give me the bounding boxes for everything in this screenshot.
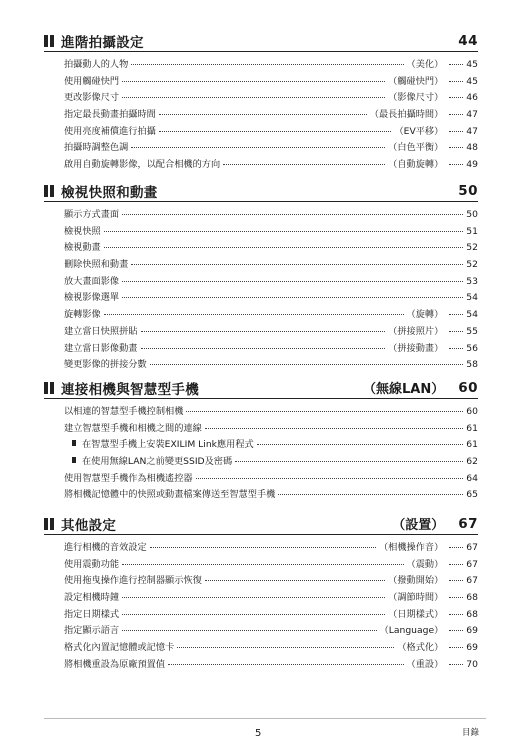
section-marker-icon	[44, 35, 54, 47]
entry-setting-name: （相機操作音）	[378, 542, 444, 553]
entry-page-number: 70	[466, 658, 478, 670]
section-header[interactable]	[44, 377, 478, 399]
entry-title: 檢視快照	[64, 225, 101, 237]
section-title: 連接相機與智慧型手機	[61, 381, 199, 398]
dot-leader	[449, 331, 463, 332]
dot-leader	[449, 564, 463, 565]
entry-page-number: 67	[466, 558, 478, 570]
entry-setting-name: （重設）	[406, 658, 444, 670]
entry-setting-name: （Language）	[379, 625, 444, 637]
dot-leader	[196, 478, 464, 479]
entry-title: 拍攝時調整色調	[64, 142, 129, 154]
section-marker-icon	[44, 185, 54, 197]
entry-title: 旋轉影像	[64, 309, 101, 321]
entry-page-number: 67	[466, 542, 478, 553]
entry-page-number: 45	[466, 75, 478, 87]
dot-leader	[177, 647, 394, 648]
entry-page-number: 58	[466, 359, 478, 371]
entry-page-number: 47	[466, 125, 478, 137]
section-page-number: 67	[458, 515, 478, 532]
entry-page-number: 69	[466, 625, 478, 637]
dot-leader	[235, 461, 463, 462]
toc-entry[interactable]	[64, 289, 478, 306]
entry-page-number: 61	[466, 439, 478, 451]
dot-leader	[449, 147, 463, 148]
section-header[interactable]	[44, 180, 478, 202]
dot-leader	[122, 214, 463, 215]
entry-page-number: 47	[466, 109, 478, 121]
toc-entry[interactable]	[64, 403, 478, 420]
toc-entry-list	[44, 399, 478, 503]
dot-leader	[449, 64, 463, 65]
entry-title: 指定日期樣式	[64, 608, 120, 620]
entry-title: 使用智慧型手機作為相機遙控器	[64, 472, 193, 484]
section-page-number: 50	[458, 182, 478, 199]
toc-entry-list	[44, 202, 478, 373]
dot-leader	[122, 564, 403, 565]
section-subtitle: （設置）	[392, 518, 445, 533]
toc-entry[interactable]	[64, 73, 478, 90]
entry-setting-name: （白色平衡）	[388, 142, 444, 154]
toc-entry[interactable]	[64, 139, 478, 156]
section-page-number: 60	[458, 379, 478, 396]
entry-page-number: 67	[466, 575, 478, 587]
entry-title: 更改影像尺寸	[64, 92, 120, 104]
entry-page-number: 52	[466, 242, 478, 254]
dot-leader	[223, 164, 385, 165]
dot-leader	[449, 547, 463, 548]
entry-title: 在智慧型手機上安裝EXILIM Link應用程式	[82, 439, 254, 451]
dot-leader	[449, 348, 463, 349]
entry-setting-name: （拼接動畫）	[388, 342, 444, 354]
entry-title: 使用觸碰快門	[64, 75, 120, 87]
entry-title: 以相連的智慧型手機控制相機	[64, 406, 184, 417]
entry-title: 顯示方式畫面	[64, 209, 120, 220]
toc-entry[interactable]	[64, 306, 478, 323]
entry-page-number: 55	[466, 325, 478, 337]
toc-entry[interactable]	[64, 656, 478, 673]
entry-page-number: 50	[466, 209, 478, 220]
toc-entry[interactable]	[64, 622, 478, 639]
entry-title: 建立當日快照拼貼	[64, 325, 138, 337]
toc-entry[interactable]	[64, 340, 478, 357]
dot-leader	[122, 81, 385, 82]
section-marker-icon	[44, 382, 54, 394]
entry-setting-name: （撥動開始）	[388, 575, 444, 587]
dot-leader	[150, 364, 464, 365]
bullet-icon	[72, 440, 76, 446]
section-subtitle: （無線LAN）	[362, 382, 445, 397]
entry-title: 進行相機的音效設定	[64, 542, 147, 553]
dot-leader	[168, 664, 403, 665]
section-title: 進階拍攝設定	[61, 34, 144, 51]
dot-leader	[141, 331, 386, 332]
entry-title: 指定顯示語言	[64, 625, 120, 637]
toc-entry[interactable]	[64, 589, 478, 606]
toc-subentry[interactable]	[64, 453, 478, 470]
entry-title: 檢視影像選單	[64, 292, 120, 304]
entry-setting-name: （影像尺寸）	[388, 92, 444, 104]
entry-setting-name: （震動）	[406, 558, 444, 570]
dot-leader	[122, 597, 385, 598]
dot-leader	[205, 580, 385, 581]
entry-page-number: 60	[466, 406, 478, 417]
entry-page-number: 45	[466, 59, 478, 70]
entry-page-number: 62	[466, 456, 478, 468]
dot-leader	[131, 64, 403, 65]
entry-page-number: 51	[466, 225, 478, 237]
entry-title: 設定相機時鐘	[64, 592, 120, 604]
toc-entry[interactable]	[64, 56, 478, 73]
toc-section	[44, 180, 478, 373]
entry-title: 建立智慧型手機和相機之間的連線	[64, 422, 202, 434]
toc-entry[interactable]	[64, 556, 478, 573]
toc-section	[44, 513, 478, 673]
dot-leader	[150, 547, 376, 548]
dot-leader	[449, 664, 463, 665]
entry-page-number: 54	[466, 309, 478, 321]
entry-setting-name: （日期樣式）	[388, 608, 444, 620]
entry-setting-name: （格式化）	[397, 642, 444, 654]
toc-entry[interactable]	[64, 639, 478, 656]
section-title: 其他設定	[61, 517, 117, 534]
entry-page-number: 69	[466, 642, 478, 654]
toc-entry[interactable]	[64, 572, 478, 589]
footer-label: 目錄	[462, 728, 480, 738]
entry-title: 變更影像的拼接分數	[64, 359, 147, 371]
entry-title: 指定最長動畫拍攝時間	[64, 109, 156, 121]
entry-title: 在使用無線LAN之前變更SSID及密碼	[82, 456, 233, 468]
dot-leader	[205, 428, 463, 429]
entry-setting-name: （拼接照片）	[388, 325, 444, 337]
toc-entry[interactable]	[64, 606, 478, 623]
dot-leader	[131, 264, 463, 265]
toc-section	[44, 377, 478, 503]
entry-title: 放大畫面影像	[64, 275, 120, 287]
entry-title: 使用亮度補償進行拍攝	[64, 125, 156, 137]
dot-leader	[122, 281, 463, 282]
toc-entry[interactable]	[64, 89, 478, 106]
entry-title: 格式化內置記憶體或記憶卡	[64, 642, 175, 654]
dot-leader	[141, 348, 386, 349]
toc-entry[interactable]	[64, 539, 478, 556]
dot-leader	[122, 614, 385, 615]
entry-title: 使用震動功能	[64, 558, 120, 570]
toc-entry[interactable]	[64, 486, 478, 503]
dot-leader	[449, 81, 463, 82]
toc-entry[interactable]	[64, 470, 478, 487]
section-marker-icon	[44, 518, 54, 530]
footer-divider	[44, 718, 486, 719]
entry-title: 檢視動畫	[64, 242, 101, 254]
section-title: 檢視快照和動畫	[61, 184, 158, 201]
entry-setting-name: （美化）	[406, 59, 444, 70]
toc-subentry[interactable]	[64, 436, 478, 453]
section-header[interactable]	[44, 30, 478, 52]
entry-page-number: 68	[466, 608, 478, 620]
page-number: 5	[255, 728, 262, 739]
entry-page-number: 68	[466, 592, 478, 604]
toc-entry[interactable]	[64, 323, 478, 340]
dot-leader	[449, 314, 463, 315]
dot-leader	[122, 630, 376, 631]
entry-setting-name: （旋轉）	[406, 309, 444, 321]
entry-title: 建立當日影像動畫	[64, 342, 138, 354]
toc-entry[interactable]	[64, 123, 478, 140]
dot-leader	[449, 97, 463, 98]
toc-entry-list	[44, 535, 478, 673]
entry-title: 使用拖曳操作進行控制器顯示恢復	[64, 575, 202, 587]
entry-setting-name: （最長拍攝時間）	[369, 109, 444, 121]
entry-page-number: 54	[466, 292, 478, 304]
dot-leader	[104, 231, 464, 232]
toc-entry[interactable]	[64, 356, 478, 373]
entry-page-number: 52	[466, 259, 478, 271]
dot-leader	[449, 164, 463, 165]
toc-entry[interactable]	[64, 156, 478, 173]
entry-title: 拍攝動人的人物	[64, 59, 129, 70]
entry-setting-name: （調節時間）	[388, 592, 444, 604]
entry-page-number: 65	[466, 489, 478, 501]
entry-page-number: 56	[466, 342, 478, 354]
dot-leader	[449, 597, 463, 598]
toc-entry[interactable]	[64, 206, 478, 223]
dot-leader	[131, 147, 385, 148]
entry-page-number: 64	[466, 472, 478, 484]
dot-leader	[122, 297, 463, 298]
toc-entry-list	[44, 52, 478, 173]
dot-leader	[122, 97, 385, 98]
dot-leader	[449, 614, 463, 615]
toc-entry[interactable]	[64, 223, 478, 240]
toc-section	[44, 30, 478, 173]
dot-leader	[449, 131, 463, 132]
entry-setting-name: （自動旋轉）	[388, 159, 444, 171]
dot-leader	[449, 647, 463, 648]
dot-leader	[257, 444, 464, 445]
section-header[interactable]	[44, 513, 478, 535]
entry-page-number: 61	[466, 422, 478, 434]
dot-leader	[159, 131, 392, 132]
toc-entry[interactable]	[64, 239, 478, 256]
toc-entry[interactable]	[64, 420, 478, 437]
entry-setting-name: （EV平移）	[394, 125, 444, 137]
entry-page-number: 53	[466, 275, 478, 287]
dot-leader	[449, 630, 463, 631]
toc-entry[interactable]	[64, 106, 478, 123]
bullet-icon	[72, 457, 76, 463]
entry-setting-name: （觸碰快門）	[388, 75, 444, 87]
dot-leader	[278, 494, 463, 495]
dot-leader	[104, 314, 404, 315]
toc-entry[interactable]	[64, 256, 478, 273]
entry-title: 將相機重設為原廠預置值	[64, 658, 166, 670]
dot-leader	[186, 411, 463, 412]
dot-leader	[159, 114, 367, 115]
dot-leader	[449, 114, 463, 115]
section-page-number: 44	[458, 32, 478, 49]
dot-leader	[104, 247, 464, 248]
entry-title: 刪除快照和動畫	[64, 259, 129, 271]
entry-page-number: 48	[466, 142, 478, 154]
toc-entry[interactable]	[64, 273, 478, 290]
entry-title: 將相機記憶體中的快照或動畫檔案傳送至智慧型手機	[64, 489, 276, 501]
entry-title: 啟用自動旋轉影像，以配合相機的方向	[64, 159, 221, 171]
entry-page-number: 46	[466, 92, 478, 104]
dot-leader	[449, 580, 463, 581]
entry-page-number: 49	[466, 159, 478, 171]
